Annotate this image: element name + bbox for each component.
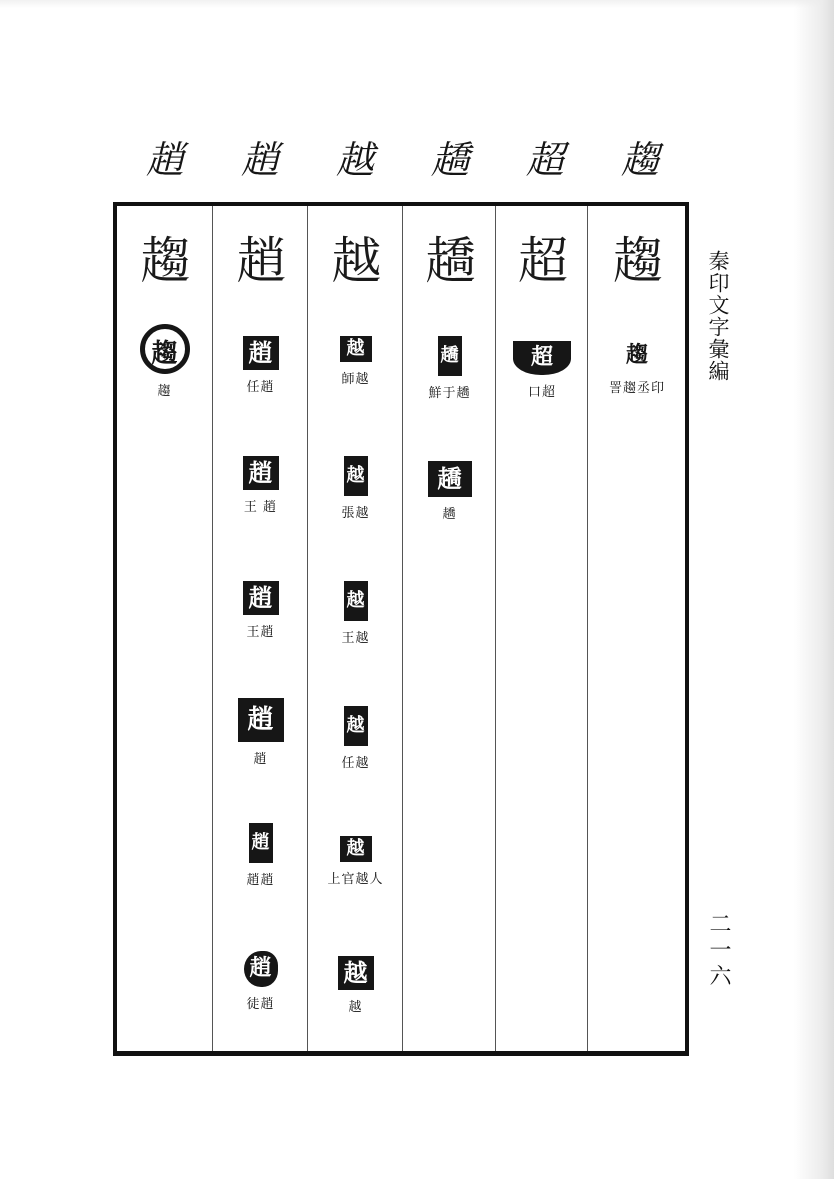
seal-impression: 趙 — [244, 951, 278, 987]
seal-caption: 張越 — [341, 506, 370, 521]
seal-script-char: 趫 — [425, 232, 474, 290]
seal-entry — [117, 324, 212, 401]
seal-entry — [213, 823, 308, 890]
header-char-6: 趨 — [620, 138, 659, 182]
seal-impression: 越 — [338, 956, 374, 990]
seal-impression: 超 — [513, 341, 571, 375]
seal-entry — [213, 951, 308, 1014]
seal-entry — [403, 336, 496, 403]
seal-impression: 趫 — [438, 336, 462, 376]
header-char-2: 趙 — [240, 138, 279, 182]
seal-entry — [496, 341, 588, 402]
seal-caption: 越 — [348, 1000, 363, 1015]
seal-impression: 趙 — [243, 336, 279, 370]
seal-impression: 越 — [344, 581, 368, 621]
header-char-1: 趙 — [145, 138, 184, 182]
seal-entry — [308, 581, 403, 648]
column-1 — [117, 206, 212, 1051]
seal-impression: 趙 — [249, 823, 273, 863]
seal-entry — [308, 836, 403, 889]
seal-impression: 越 — [340, 336, 372, 362]
seal-caption: 王趙 — [246, 625, 275, 640]
seal-impression: 越 — [344, 706, 368, 746]
seal-entry — [213, 698, 308, 769]
seal-impression: 趙 — [238, 698, 284, 742]
column-6 — [587, 206, 686, 1051]
seal-impression: 越 — [344, 456, 368, 496]
column-2 — [212, 206, 308, 1051]
seal-caption: 趨 — [157, 384, 172, 399]
seal-caption: 口超 — [527, 385, 556, 400]
seal-entry — [213, 456, 308, 517]
header-char-3: 越 — [335, 138, 374, 182]
seal-entry — [588, 341, 686, 398]
seal-entry — [213, 581, 308, 642]
seal-impression: 越 — [340, 836, 372, 862]
seal-caption: 鮮于趫 — [428, 386, 471, 401]
page-top-edge — [0, 0, 834, 8]
header-char-4: 趫 — [430, 138, 469, 182]
seal-caption: 徒趙 — [246, 997, 275, 1012]
seal-entry — [213, 336, 308, 397]
book-title: 秦印文字彙編 — [706, 250, 730, 382]
seal-caption: 趫 — [442, 507, 457, 522]
seal-entry — [308, 706, 403, 773]
seal-impression: 趙 — [243, 456, 279, 490]
column-3 — [307, 206, 403, 1051]
seal-script-char: 超 — [518, 232, 566, 290]
column-5 — [495, 206, 588, 1051]
seal-entry — [308, 336, 403, 389]
seal-entry — [308, 956, 403, 1017]
seal-caption: 詈趨丞印 — [608, 381, 665, 396]
seal-script-char: 趨 — [140, 232, 189, 290]
seal-caption: 任趙 — [246, 380, 275, 395]
seal-caption: 王越 — [341, 631, 370, 646]
seal-impression: 趙 — [243, 581, 279, 615]
seal-caption: 趙趙 — [246, 873, 275, 888]
seal-script-char: 趨 — [613, 232, 661, 290]
page-number: 二一六 — [706, 912, 731, 990]
header-char-5: 超 — [525, 138, 564, 182]
seal-script-char: 趙 — [236, 232, 285, 290]
column-headers — [118, 132, 688, 192]
seal-entry — [308, 456, 403, 523]
seal-caption: 師越 — [341, 372, 370, 387]
page-edge-shadow — [794, 0, 834, 1179]
seal-entry — [403, 461, 496, 524]
seal-caption: 王 趙 — [243, 500, 278, 515]
column-4 — [402, 206, 496, 1051]
seal-impression: 趨 — [140, 324, 190, 374]
seal-script-char: 越 — [331, 232, 380, 290]
seal-caption: 任越 — [341, 756, 370, 771]
seal-caption: 趙 — [253, 752, 268, 767]
seal-impression: 趨 — [615, 341, 659, 371]
seal-impression: 趫 — [428, 461, 472, 497]
seal-caption: 上官越人 — [327, 872, 384, 887]
seal-table — [113, 202, 689, 1056]
